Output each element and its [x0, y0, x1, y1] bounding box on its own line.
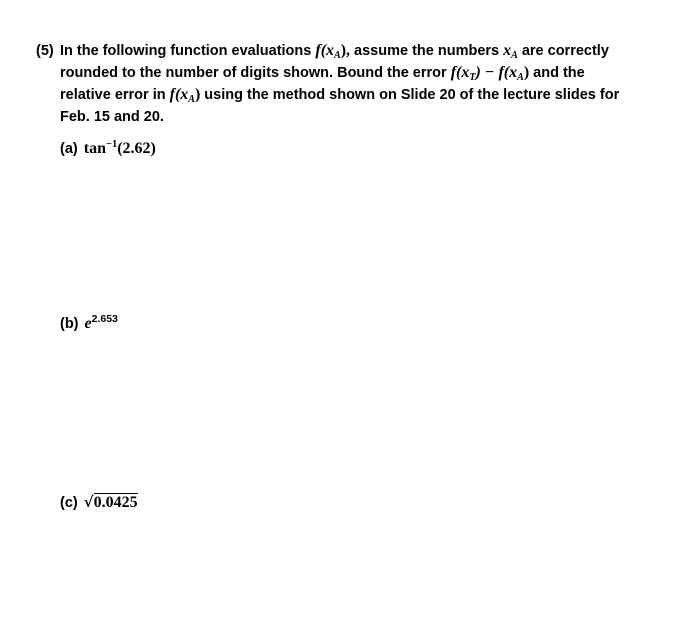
subscript-a: A — [517, 72, 524, 83]
problem-line-4 — [36, 106, 636, 128]
problem-statement — [36, 40, 636, 128]
part-a-label: (a) — [60, 141, 78, 157]
text-segment: In the following function evaluations — [60, 43, 316, 59]
math-minus-f-xa: ) − f(x — [475, 64, 518, 81]
text-segment: Feb. 15 and 20. — [60, 109, 164, 125]
part-b-label: (b) — [60, 316, 79, 332]
subscript-a: A — [334, 50, 341, 61]
problem-line-3 — [36, 84, 636, 106]
text-segment: are correctly — [517, 43, 609, 59]
subscript-a: A — [188, 94, 195, 105]
math-f-xt: f(x — [450, 64, 470, 81]
math-close: ) — [523, 64, 530, 81]
text-segment: rounded to the number of digits shown. Bound the error — [60, 65, 451, 81]
part-c-label: (c) — [60, 495, 78, 511]
part-c — [60, 491, 138, 513]
problem-line-2 — [36, 62, 636, 84]
math-f-xa: f(x — [315, 42, 335, 59]
text-segment: assume the numbers — [350, 43, 504, 59]
exp-exponent: 2.653 — [91, 313, 118, 325]
sqrt-radicand: 0.0425 — [93, 494, 138, 511]
math-close: ), — [340, 42, 351, 59]
inverse-exponent: −1 — [105, 139, 118, 150]
problem-number: (5) — [36, 43, 54, 59]
text-segment: using the method shown on Slide 20 of the lecture slides for — [200, 87, 620, 103]
exp-base: e — [84, 315, 92, 332]
sqrt-icon: √ — [83, 493, 94, 511]
part-a — [60, 138, 156, 160]
problem-line-1 — [36, 40, 636, 62]
subscript-t: T — [469, 72, 476, 83]
tan-function: tan — [83, 140, 106, 157]
part-b — [60, 313, 118, 335]
tan-argument: (2.62) — [117, 140, 156, 157]
math-x: x — [503, 42, 512, 59]
math-close: ) — [194, 86, 201, 103]
text-segment: and the — [529, 65, 585, 81]
text-segment: relative error in — [60, 87, 170, 103]
math-f-xa: f(x — [169, 86, 189, 103]
subscript-a: A — [511, 50, 518, 61]
